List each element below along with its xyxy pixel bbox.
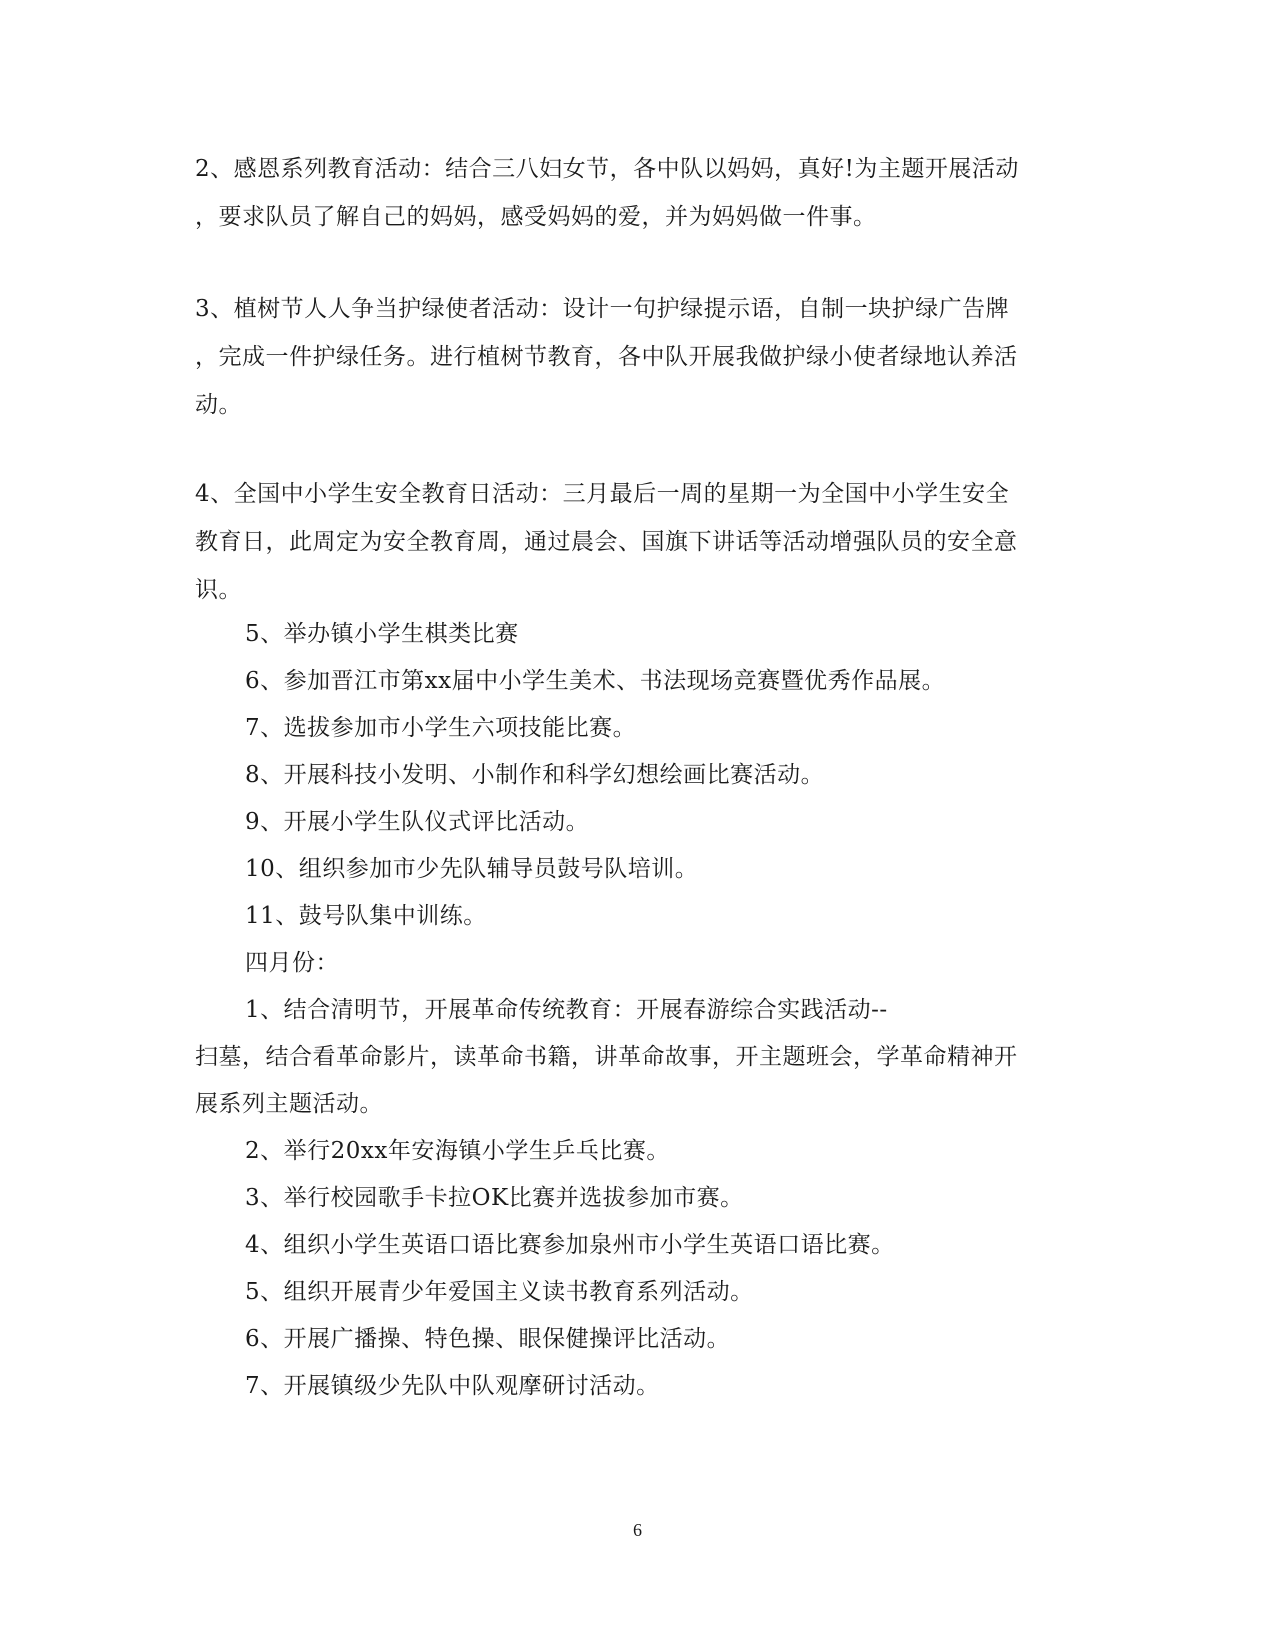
list-item: 8、开展科技小发明、小制作和科学幻想绘画比赛活动。 — [245, 762, 825, 788]
text-line: ，要求队员了解自己的妈妈，感受妈妈的爱，并为妈妈做一件事。 — [195, 204, 877, 230]
list-item: 5、组织开展青少年爱国主义读书教育系列活动。 — [245, 1279, 754, 1305]
section-heading-april: 四月份： — [245, 950, 339, 976]
page-number: 6 — [633, 1520, 642, 1540]
list-item: 5、举办镇小学生棋类比赛 — [245, 621, 519, 647]
text-line: 动。 — [195, 392, 242, 418]
text-line: 扫墓，结合看革命影片，读革命书籍，讲革命故事，开主题班会，学革命精神开 — [195, 1044, 1018, 1070]
list-item: 2、举行20xx年安海镇小学生乒乓比赛。 — [245, 1138, 670, 1164]
list-item: 7、选拔参加市小学生六项技能比赛。 — [245, 715, 637, 741]
text-line: 展系列主题活动。 — [195, 1091, 383, 1117]
list-item: 3、举行校园歌手卡拉OK比赛并选拔参加市赛。 — [245, 1185, 744, 1211]
text-line: 4、全国中小学生安全教育日活动：三月最后一周的星期一为全国中小学生安全 — [195, 481, 1010, 507]
text-line: 教育日，此周定为安全教育周，通过晨会、国旗下讲话等活动增强队员的安全意 — [195, 529, 1018, 555]
list-item: 7、开展镇级少先队中队观摩研讨活动。 — [245, 1373, 660, 1399]
text-line: 2、感恩系列教育活动：结合三八妇女节，各中队以妈妈，真好!为主题开展活动 — [195, 156, 1019, 182]
list-item: 10、组织参加市少先队辅导员鼓号队培训。 — [245, 856, 699, 882]
text-line: ，完成一件护绿任务。进行植树节教育，各中队开展我做护绿小使者绿地认养活 — [195, 344, 1018, 370]
list-item: 4、组织小学生英语口语比赛参加泉州市小学生英语口语比赛。 — [245, 1232, 895, 1258]
list-item: 11、鼓号队集中训练。 — [245, 903, 487, 929]
text-line: 识。 — [195, 577, 242, 603]
paragraph-gratitude-activity — [195, 145, 1075, 241]
list-item: 6、开展广播操、特色操、眼保健操评比活动。 — [245, 1326, 731, 1352]
list-item: 6、参加晋江市第xx届中小学生美术、书法现场竞赛暨优秀作品展。 — [245, 668, 946, 694]
list-item: 9、开展小学生队仪式评比活动。 — [245, 809, 590, 835]
paragraph-safety-education-day — [195, 470, 1075, 614]
paragraph-arbor-day-activity — [195, 285, 1075, 429]
list-item: 1、结合清明节，开展革命传统教育：开展春游综合实践活动-- — [245, 997, 888, 1023]
text-line: 3、植树节人人争当护绿使者活动：设计一句护绿提示语，自制一块护绿广告牌 — [195, 296, 1010, 322]
